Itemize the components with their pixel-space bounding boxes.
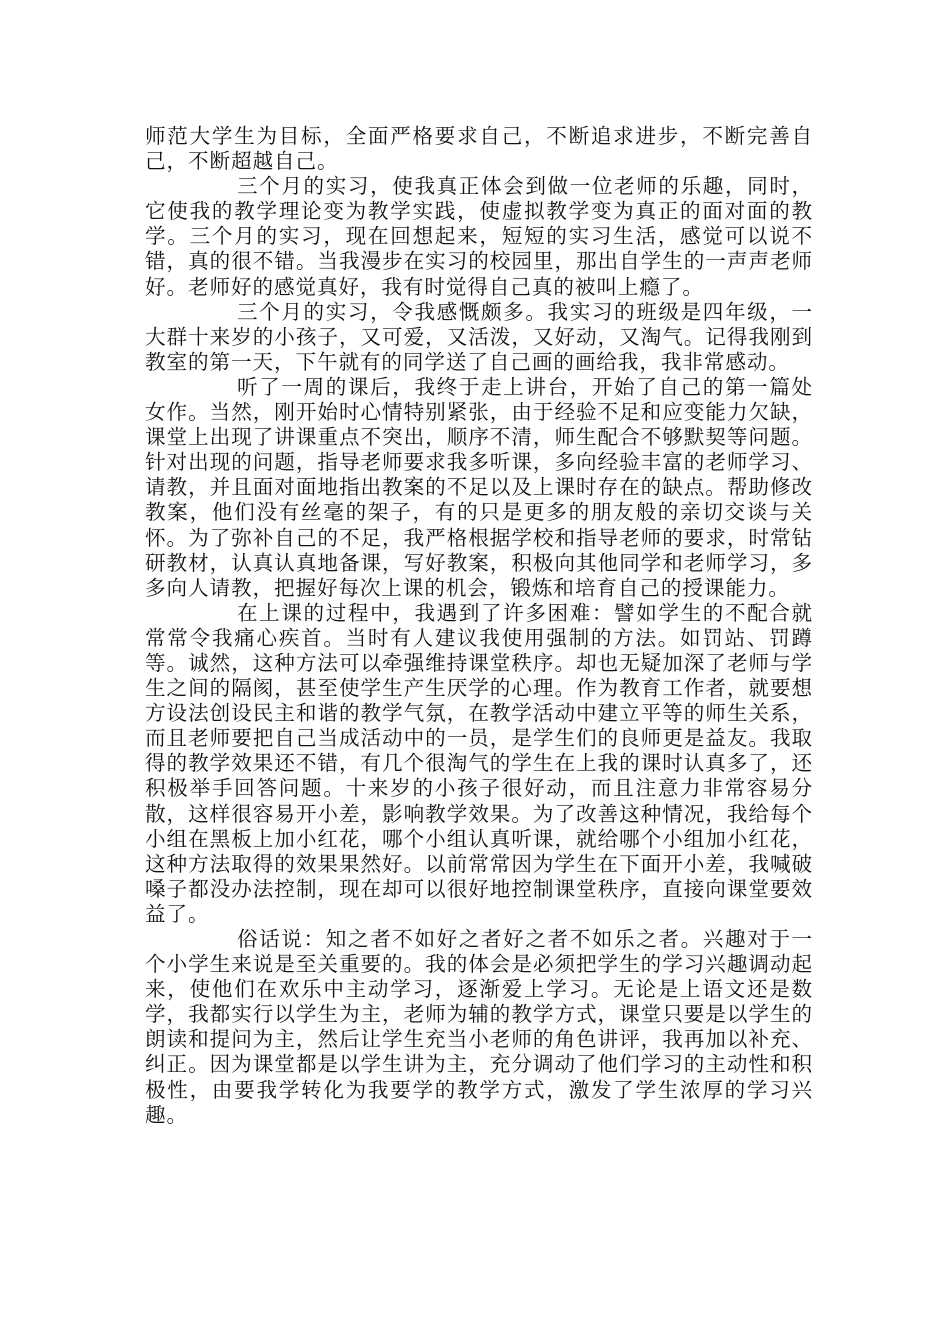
paragraph-6: 俗话说：知之者不如好之者好之者不如乐之者。兴趣对于一个小学生来说是至关重要的。我的体会是必须把学生的学习兴趣调动起来，使他们在欢乐中主动学习，逐渐爱上学习。无论是上语文还是数学，我都实行以学生为主，老师为辅的教学方式，课堂只要是以学生的朗读和提问为主，然后让学生充当小老师的角色讲评，我再加以补充、纠正。因为课堂都是以学生讲为主，充分调动了他们学习的主动性和积极性，由要我学转化为我要学的教学方式，激发了学生浓厚的学习兴趣。 bbox=[145, 927, 813, 1127]
paragraph-1: 师范大学生为目标，全面严格要求自己，不断追求进步，不断完善自己，不断超越自己。 bbox=[145, 124, 813, 174]
body-text bbox=[145, 124, 813, 1128]
paragraph-3: 三个月的实习，令我感慨颇多。我实习的班级是四年级，一大群十来岁的小孩子，又可爱，又活泼，又好动，又淘气。记得我刚到教室的第一天，下午就有的同学送了自己画的画给我，我非常感动。 bbox=[145, 299, 813, 374]
paragraph-2: 三个月的实习，使我真正体会到做一位老师的乐趣，同时，它使我的教学理论变为教学实践，使虚拟教学变为真正的面对面的教学。三个月的实习，现在回想起来，短短的实习生活，感觉可以说不错，真的很不错。当我漫步在实习的校园里，那出自学生的一声声老师好。老师好的感觉真好，我有时觉得自己真的被叫上瘾了。 bbox=[145, 174, 813, 299]
paragraph-4: 听了一周的课后，我终于走上讲台，开始了自己的第一篇处女作。当然，刚开始时心情特别紧张，由于经验不足和应变能力欠缺，课堂上出现了讲课重点不突出，顺序不清，师生配合不够默契等问题。针对出现的问题，指导老师要求我多听课，多向经验丰富的老师学习、请教，并且面对面地指出教案的不足以及上课时存在的缺点。帮助修改教案，他们没有丝毫的架子，有的只是更多的朋友般的亲切交谈与关怀。为了弥补自己的不足，我严格根据学校和指导老师的要求，时常钻研教材，认真认真地备课，写好教案，积极向其他同学和老师学习，多多向人请教，把握好每次上课的机会，锻炼和培育自己的授课能力。 bbox=[145, 374, 813, 600]
paragraph-5: 在上课的过程中，我遇到了许多困难：譬如学生的不配合就常常令我痛心疾首。当时有人建议我使用强制的方法。如罚站、罚蹲等。诚然，这种方法可以牵强维持课堂秩序。却也无疑加深了老师与学生之间的隔阂，甚至使学生产生厌学的心理。作为教育工作者，就要想方设法创设民主和谐的教学气氛，在教学活动中建立平等的师生关系，而且老师要把自己当成活动中的一员，是学生们的良师更是益友。我取得的教学效果还不错，有几个很淘气的学生在上我的课时认真多了，还积极举手回答问题。十来岁的小孩子很好动，而且注意力非常容易分散，这样很容易开小差，影响教学效果。为了改善这种情况，我给每个小组在黑板上加小红花，哪个小组认真听课，就给哪个小组加小红花，这种方法取得的效果果然好。以前常常因为学生在下面开小差，我喊破嗓子都没办法控制，现在却可以很好地控制课堂秩序，直接向课堂要效益了。 bbox=[145, 600, 813, 926]
